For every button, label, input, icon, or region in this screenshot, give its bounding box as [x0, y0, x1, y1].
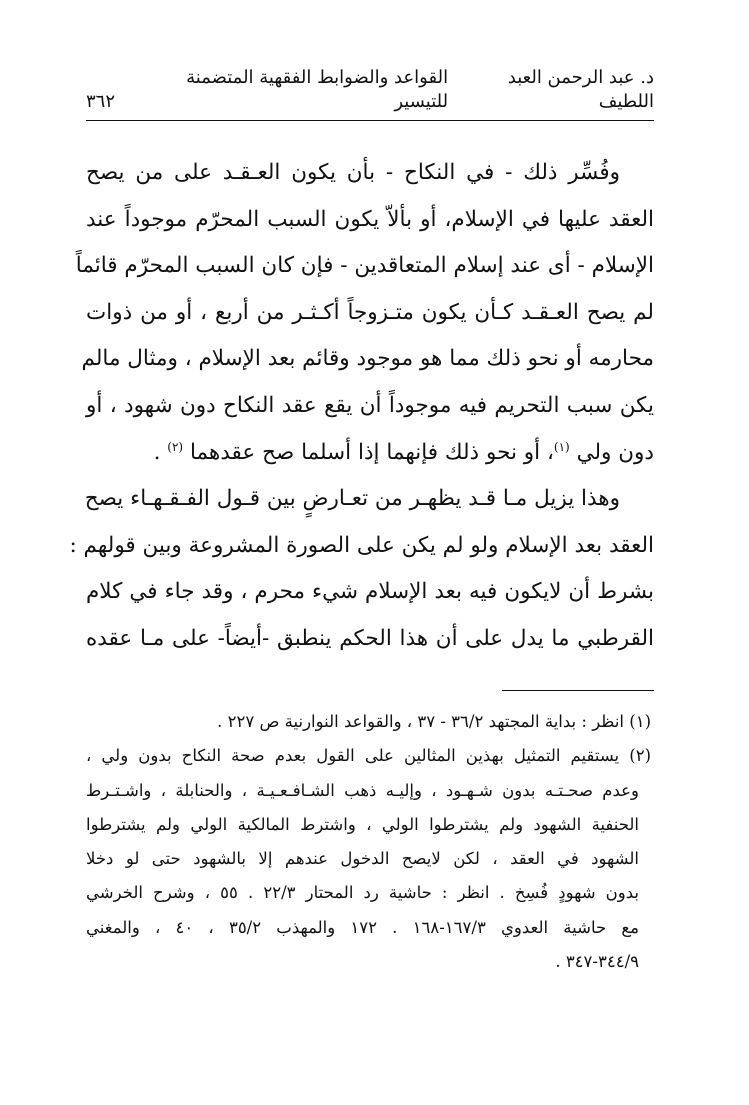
header-author: د. عبد الرحمن العبد اللطيف [507, 67, 654, 112]
body-line: لم يصح العـقـد كـأن يكون متـزوجاً أكـثـر من أربع ، أو من ذوات [86, 299, 654, 325]
footnote-2-line: الشهود في العقد ، لكن لايصح الدخول عندهم إلا بالشهود حتى لو دخلا [86, 849, 639, 869]
body-line: يكن سبب التحريم فيه موجوداً أن يقع عقد النكاح دون شهود ، أو [86, 392, 654, 418]
body-text-fragment: ، أو نحو ذلك فإنهما إذا أسلما صح عقدهما [189, 439, 554, 465]
footnote-reference-2[interactable]: (٢) [167, 439, 184, 454]
header-book-title: القواعد والضوابط الفقهية المتضمنة للتيسير [186, 67, 449, 112]
body-line: وفُسِّر ذلك - في النكاح - بأن يكون العـقـد على من يصح [86, 160, 620, 185]
main-text [69, 150, 654, 663]
body-line [86, 430, 654, 477]
body-line: وهذا يزيل مـا قـد يظهـر من تعـارضٍ بين قـول الفـقـهـاء يصح [84, 486, 620, 512]
body-text-fragment: دون ولي [576, 439, 654, 465]
footnote-2-line: ٣٤٤/٩-٣٤٧ . [555, 952, 639, 972]
footnote-1: (١) انظر : بداية المجتهد ٣٦/٢ - ٣٧ ، والقواعد النوارنية ص ٢٢٧ . [217, 712, 651, 731]
footnote-2-line: وعدم صحـتـه بدون شـهـود ، وإليـه ذهب الشـافـعـيـة ، والحنابلة ، واشـتـرط [86, 780, 639, 800]
page-number: ٣٦٢ [86, 91, 116, 112]
body-line: محارمه أو نحو ذلك مما هو موجود وقائم بعد الإسلام ، ومثال مالم [81, 346, 654, 372]
footnote-reference-1[interactable]: (١) [553, 439, 570, 454]
body-line: القرطبي ما يدل على أن هذا الحكم ينطبق -أيضاً- على مـا عقده [86, 625, 654, 651]
footnote-2-line: بدون شهودٍ فُسِخ . انظر : حاشية رد المحتار ٢٢/٣ . ٥٥ ، وشرح الخرشي [86, 883, 639, 903]
body-line: العقد بعد الإسلام ولو لم يكن على الصورة المشروعة وبين قولهم : [69, 532, 654, 558]
body-line: الإسلام - أى عند إسلام المتعاقدين - فإن كان السبب المحرّم قائماً [75, 253, 654, 279]
body-text-fragment: . [153, 439, 161, 465]
footnote-separator [502, 690, 654, 691]
footnote-2-line: مع حاشية العدوي ١٦٧/٣-١٦٨ . ١٧٢ والمهذب ٣٥/٢ ، ٤٠ ، والمغني [86, 917, 639, 937]
header-title-group [86, 66, 448, 114]
footnotes [86, 705, 651, 979]
running-header [86, 67, 654, 114]
header-rule [86, 120, 654, 121]
footnote-2-line: (٢) يستقيم التمثيل بهذين المثالين على القول بعدم صحة النكاح بدون ولي ، [86, 746, 651, 766]
footnote-2-line: الحنفية الشهود ولم يشترطوا الولي ، واشترط المالكية الولي ولم يشترطوا [86, 814, 639, 834]
body-line: العقد عليها في الإسلام، أو بألاّ يكون السبب المحرّم موجوداً عند [86, 206, 654, 232]
body-line: بشرط أن لايكون فيه بعد الإسلام شيء محرم ، وقد جاء في كلام [86, 579, 654, 605]
